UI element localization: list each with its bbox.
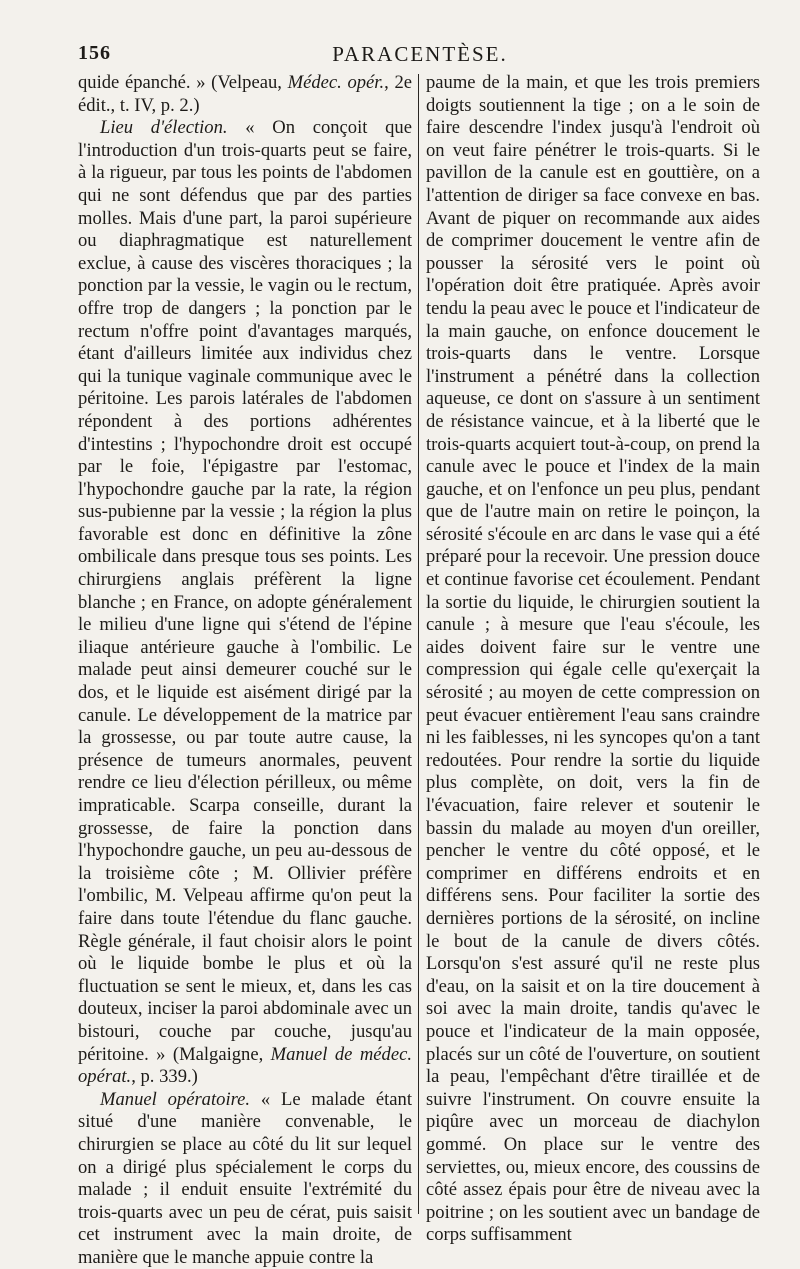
section-heading-lieu-election: Lieu d'élection.	[100, 117, 228, 139]
paragraph-continuation: paume de la main, et que les trois premiers doigts soutiennent la tige ; on a le soin de faire descendre l'index jusqu'à l'endroit où on veut faire pénétrer le trois-quarts. Si le pavillon de la canule est en gouttière, on a l'attention de diriger sa face convexe en bas. Avant de piquer on recommande aux aides de comprimer doucement le ventre afin de pousser la sérosité vers le point où l'opération doit être pratiquée. Après avoir tendu la peau avec le pouce et l'indicateur de la main gauche, on enfonce doucement le trois-quarts dans le ventre. Lorsque l'instrument a pénétré dans la collection aqueuse, ce dont on s'assure à un sentiment de résistance vaincue, et à la liberté que le trois-quarts acquiert tout-à-coup, on prend la canule avec le pouce et l'index de la main gauche, et on l'enfonce un peu plus, pendant que de l'autre main on retire le poinçon, la sérosité s'écoule en arc dans le vase qui a été préparé pour la recevoir. Une pression douce et continue favorise cet écoulement. Pendant la sortie du liquide, le chirurgien soutient la canule ; à mesure que l'eau s'écoule, les aides doivent faire sur le ventre une compression qui égale celle qu'exerçait la sérosité ; au moyen de cette compression on peut évacuer entièrement l'eau sans craindre ni les faiblesses, ni les syncopes qu'on a tant redoutées. Pour rendre la sortie du liquide plus complète, on doit, vers la fin de l'évacuation, faire relever et soutenir le bassin du malade au moyen d'un oreiller, pencher le ventre du côté opposé, et le comprimer en différens endroits et en différens sens. Pour faciliter la sortie des dernières portions de la sérosité, on incline le bout de la canule de divers côtés. Lorsqu'on s'est assuré qu'il ne reste plus d'eau, on la saisit et on la tire doucement à soi avec la main droite, tandis qu'avec le pouce et l'indicateur de la main opposée, placés sur un côté de l'ouverture, on soutient la peau, l'empêchant d'être tiraillée et de suivre l'instrument. On couvre ensuite la piqûre avec un morceau de diachylon gommé. On place sur le ventre des serviettes, ou, mieux encore, des coussins de côté assez épais pour être de niveau avec la poitrine ; on les soutient avec un bandage de corps suffisamment	[426, 72, 760, 1246]
section-heading-manuel-operatoire: Manuel opératoire.	[100, 1088, 251, 1110]
left-column	[78, 72, 412, 1268]
paragraph-citation-end: quide épanché. » (Velpeau, Médec. opér., 2e édit., t. IV, p. 2.)	[78, 72, 412, 116]
column-divider	[418, 74, 419, 1214]
page-number: 156	[78, 42, 111, 64]
running-title: PARACENTÈSE.	[332, 42, 508, 66]
paragraph-lieu-election: Lieu d'élection. « On conçoit que l'introduction d'un trois-quarts peut se faire, à la rigueur, par tous les points de l'abdomen qui ne sont défendus que par des parties molles. Mais d'une part, la paroi supérieure ou diaphragmatique est naturellement exclue, à cause des viscères thoraciques ; la ponction par la vessie, le vagin ou le rectum, offre trop de dangers ; la ponction par le rectum n'offre point d'avantages marqués, étant d'ailleurs limitée aux individus chez qui la tunique vaginale communique avec le péritoine. Les parois latérales de l'abdomen répondent à des portions adhérentes d'intestins ; l'hypochondre droit est occupé par le foie, l'épigastre par l'estomac, l'hypochondre gauche par la rate, la région sus-pubienne par la vessie ; la région la plus favorable est donc en définitive la zône ombilicale dans presque tous ses points. Les chirurgiens anglais préfèrent la ligne blanche ; en France, on adopte généralement le milieu d'une ligne qui s'étend de l'épine iliaque antérieure gauche à l'ombilic. Le malade peut ainsi demeurer couché sur le dos, et le liquide est aisément dirigé par la canule. Le développement de la matrice par la grossesse, ou par toute autre cause, la présence de tumeurs anormales, peuvent rendre ce lieu d'élection périlleux, ou même impraticable. Scarpa conseille, durant la grossesse, de faire la ponction dans l'hypochondre gauche, un peu au-dessous de la troisième côte ; M. Ollivier préfère l'ombilic, M. Velpeau affirme qu'on peut la faire dans toute l'étendue du flanc gauche. Règle générale, il faut choisir alors le point où le liquide bombe le plus et où la fluctuation se sent le mieux, et, dans les cas douteux, inciser la paroi abdominale avec un bistouri, couche par couche, jusqu'au péritoine. » (Malgaigne, Manuel de médec. opérat., p. 339.)	[78, 117, 412, 1088]
paragraph-manuel-operatoire: Manuel opératoire. « Le malade étant situé d'une manière convenable, le chirurgien se place au côté du lit sur lequel on a dirigé plus spécialement le corps du malade ; il enduit ensuite l'extrémité du trois-quarts avec un peu de cérat, puis saisit cet instrument avec la main droite, de manière que le manche appuie contre la	[78, 1088, 412, 1268]
right-column	[426, 72, 760, 1246]
page-header	[78, 42, 762, 72]
